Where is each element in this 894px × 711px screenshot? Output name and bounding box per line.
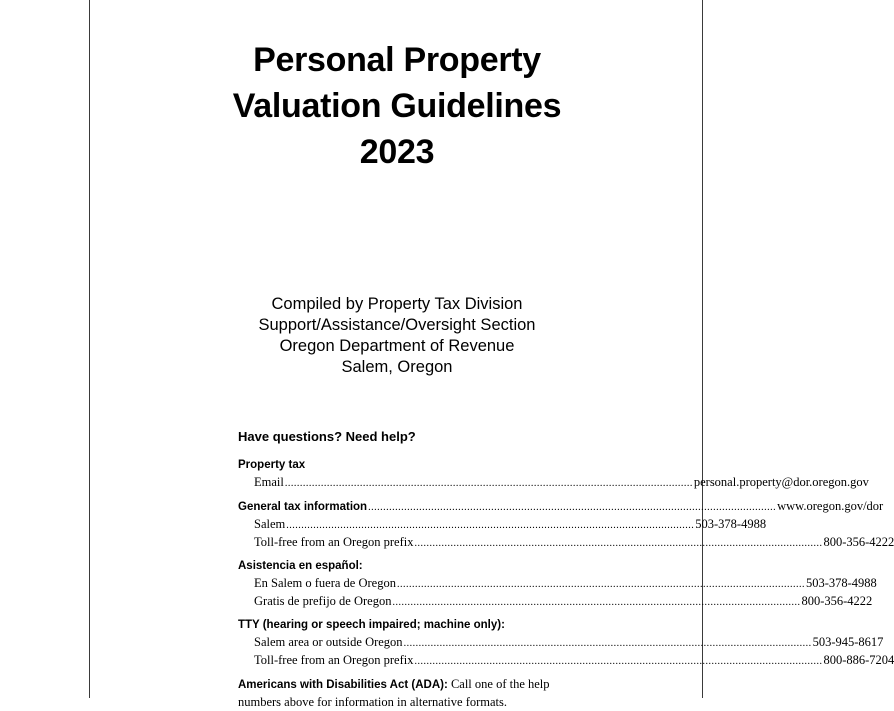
espanol-title: Asistencia en español: xyxy=(238,560,363,572)
espanol-salem-label: En Salem o fuera de Oregon xyxy=(254,576,396,590)
compiled-line-2: Support/Assistance/Oversight Section xyxy=(258,316,536,334)
espanol-gratis-phone: 800-356-4222 xyxy=(801,594,873,608)
espanol-salem-row xyxy=(238,575,877,593)
tty-group xyxy=(238,617,894,670)
email-row xyxy=(238,474,869,492)
dot-leader xyxy=(404,635,812,652)
property-tax-title: Property tax xyxy=(238,459,306,471)
tollfree-phone: 800-356-4222 xyxy=(823,535,894,549)
espanol-salem-phone: 503-378-4988 xyxy=(805,576,877,590)
document-title xyxy=(90,37,704,175)
dot-leader xyxy=(414,653,822,670)
dot-leader xyxy=(286,517,694,534)
website-link[interactable]: www.oregon.gov/dor xyxy=(777,499,884,513)
dot-leader xyxy=(397,576,805,593)
salem-label: Salem xyxy=(254,517,286,531)
tty-tollfree-label: Toll-free from an Oregon prefix xyxy=(254,653,414,667)
dot-leader xyxy=(368,499,776,516)
tty-tollfree-phone: 800-886-7204 xyxy=(823,653,894,667)
compiled-line-4: Salem, Oregon xyxy=(341,358,453,376)
salem-phone: 503-378-4988 xyxy=(695,517,767,531)
email-label: Email xyxy=(254,475,284,489)
ada-paragraph xyxy=(238,676,558,711)
document-page xyxy=(89,0,894,709)
dot-leader xyxy=(414,535,822,552)
tollfree-label: Toll-free from an Oregon prefix xyxy=(254,535,414,549)
general-tax-row xyxy=(238,498,884,516)
compiled-by-block xyxy=(90,294,704,378)
general-tax-group xyxy=(238,498,894,552)
salem-row xyxy=(238,516,767,534)
tty-salem-phone: 503-945-8617 xyxy=(812,635,884,649)
espanol-group xyxy=(238,558,877,611)
espanol-gratis-label: Gratis de prefijo de Oregon xyxy=(254,594,392,608)
help-heading: Have questions? Need help? xyxy=(238,429,416,444)
ada-text: Call one of the help numbers above for information in alternative formats. xyxy=(238,677,550,709)
title-line-1: Personal Property xyxy=(253,41,541,79)
tollfree-row xyxy=(238,534,894,552)
help-section xyxy=(238,428,894,711)
ada-label: Americans with Disabilities Act (ADA): xyxy=(238,679,448,691)
title-line-3: 2023 xyxy=(359,133,435,171)
compiled-line-3: Oregon Department of Revenue xyxy=(279,337,515,355)
email-link[interactable]: personal.property@dor.oregon.gov xyxy=(693,475,869,489)
title-line-2: Valuation Guidelines xyxy=(232,87,562,125)
tty-salem-label: Salem area or outside Oregon xyxy=(254,635,403,649)
dot-leader xyxy=(392,594,800,611)
espanol-gratis-row xyxy=(238,593,873,611)
tty-title: TTY (hearing or speech impaired; machine only): xyxy=(238,619,505,631)
general-tax-title: General tax information xyxy=(238,501,368,513)
tty-salem-row xyxy=(238,634,884,652)
dot-leader xyxy=(285,475,693,492)
compiled-line-1: Compiled by Property Tax Division xyxy=(271,295,523,313)
property-tax-group xyxy=(238,457,869,492)
tty-tollfree-row xyxy=(238,652,894,670)
